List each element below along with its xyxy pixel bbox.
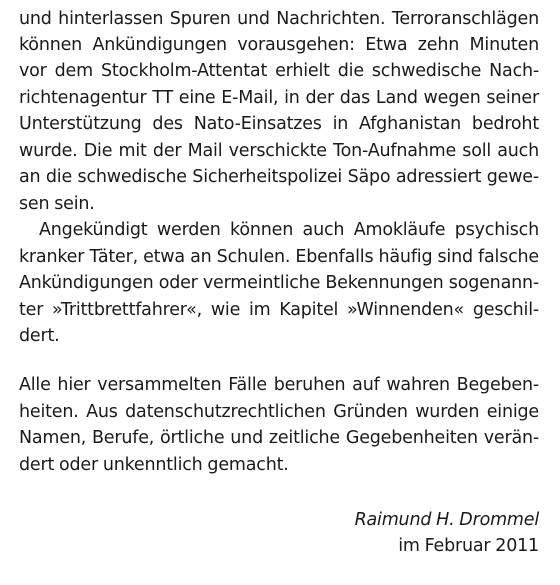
paragraph-1-line: sen sein. [19,194,95,214]
paragraph-1-line: können Ankündigungen vorausgehen: Etwa zehn Minuten [19,35,539,55]
paragraph-1-line: und hinterlassen Spuren und Nachrichten. Terroranschlägen [19,9,539,29]
paragraph-2-line: dert. [19,326,60,346]
paragraph-1-line: an die schwedische Sicherheitspolizei Säpo adressiert gewe- [19,167,539,187]
paragraph-1-line: Unterstützung des Nato-Einsatzes in Afghanistan bedroht [19,114,539,134]
signature-date: im Februar 2011 [398,536,539,556]
paragraph-2-line: ter »Trittbrettfahrer«, wie im Kapitel »Winnenden« geschil- [19,300,539,320]
paragraph-3-line: heiten. Aus datenschutzrechtlichen Gründen wurden einige [19,402,539,422]
paragraph-3-line: dert oder unkenntlich gemacht. [19,455,289,475]
paragraph-2-line: kranker Täter, etwa an Schulen. Ebenfalls häufig sind falsche [19,247,539,267]
paragraph-3-line: Alle hier versammelten Fälle beruhen auf wahren Begeben- [19,375,539,395]
paragraph-1-line: vor dem Stockholm-Attentat erhielt die schwedische Nach- [19,61,539,81]
signature-author: Raimund H. Drommel [354,510,539,530]
paragraph-2-line: Angekündigt werden können auch Amokläufe psychisch [39,220,539,240]
paragraph-1-line: wurde. Die mit der Mail verschickte Ton-Aufnahme soll auch [19,141,539,161]
paragraph-2-line: Ankündigungen oder vermeintliche Bekennungen sogenann- [19,273,539,293]
paragraph-3-line: Namen, Berufe, örtliche und zeitliche Gegebenheiten verän- [19,428,539,448]
paragraph-1-line: richtenagentur TT eine E-Mail, in der das Land wegen seiner [19,88,539,108]
